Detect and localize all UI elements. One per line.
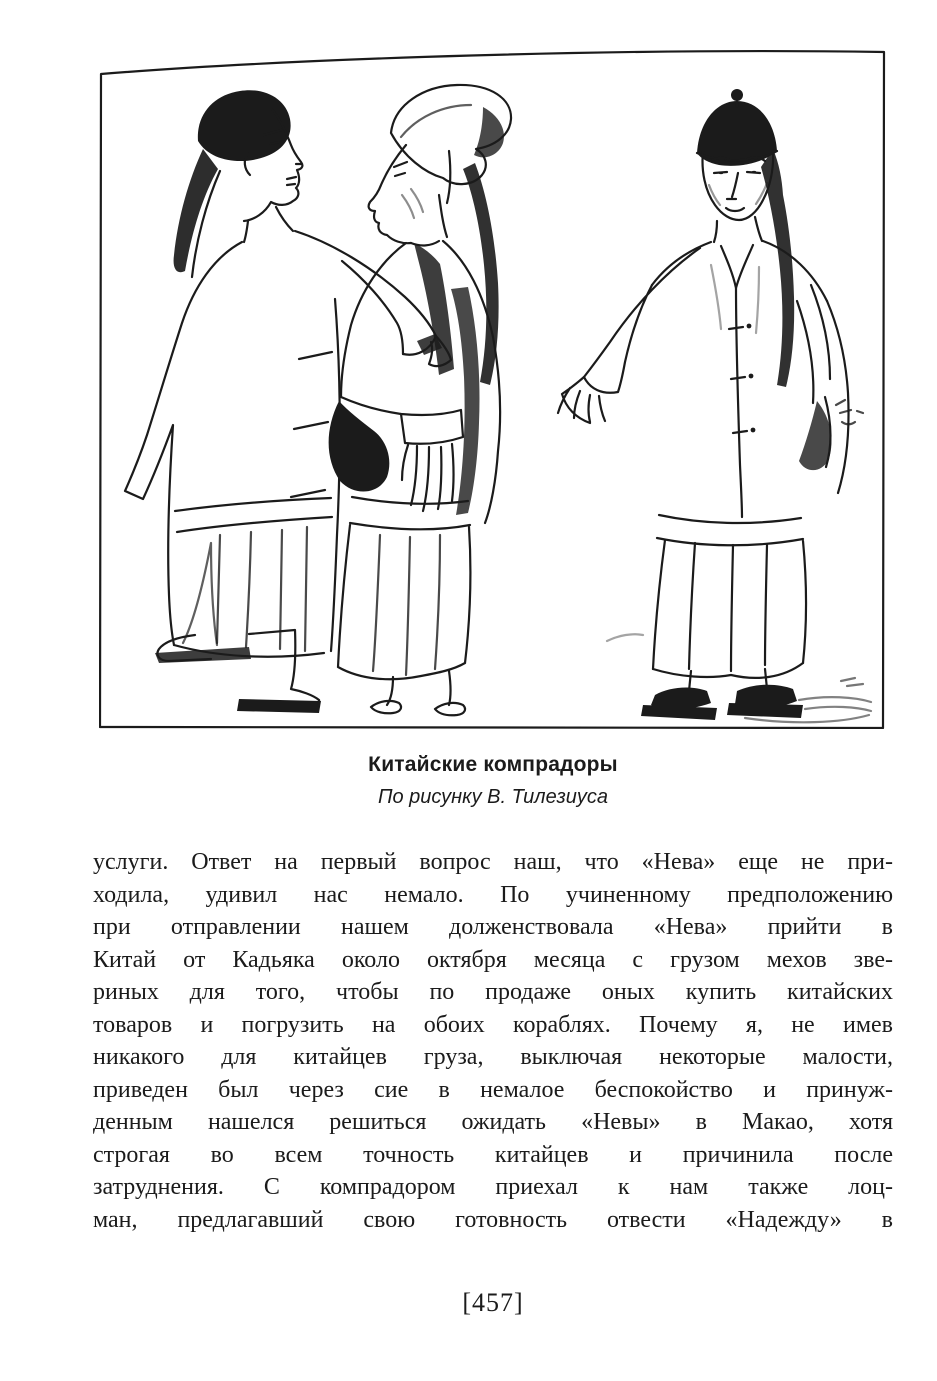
middle-comprador [329,85,511,715]
compradors-illustration [99,45,886,729]
figure-caption [93,749,893,813]
figure-caption-title: Китайские компрадоры [368,753,618,776]
text-line: ман, предлагавший свою готовность отвести «Надежду» в [93,1206,893,1233]
text-line: риных для того, чтобы по продаже оных купить китайских [93,979,893,1005]
text-line: затруднения. С компрадором приехал к нам также лоц- [93,1174,893,1200]
left-comprador [125,90,451,713]
text-line: Китай от Кадьяка около октября месяца с грузом мехов зве- [93,946,893,973]
text-line: приведен был через сие в немалое беспокойство и принуж- [93,1076,893,1103]
text-line: товаров и погрузить на обоих кораблях. Почему я, не имев [93,1011,893,1038]
text-line: услуги. Ответ на первый вопрос наш, что «Нева» еще не при- [93,849,893,875]
text-line: денным нашелся решиться ожидать «Невы» в Макао, хотя [93,1109,893,1135]
text-line: при отправлении нашем долженствовала «Нева» прийти в [93,914,893,940]
right-comprador [558,89,871,722]
text-line: ходила, удивил нас немало. По учиненному предположению [93,881,893,908]
page-number: [457] [462,1288,524,1317]
figure-caption-subtitle: По рисунку В. Тилезиуса [377,786,609,808]
text-line: никакого для китайцев груза, выключая некоторые малости, [93,1044,893,1070]
body-text [93,846,893,1236]
text-line: строгая во всем точность китайцев и причинила после [93,1141,893,1168]
illustration-frame [99,45,886,729]
